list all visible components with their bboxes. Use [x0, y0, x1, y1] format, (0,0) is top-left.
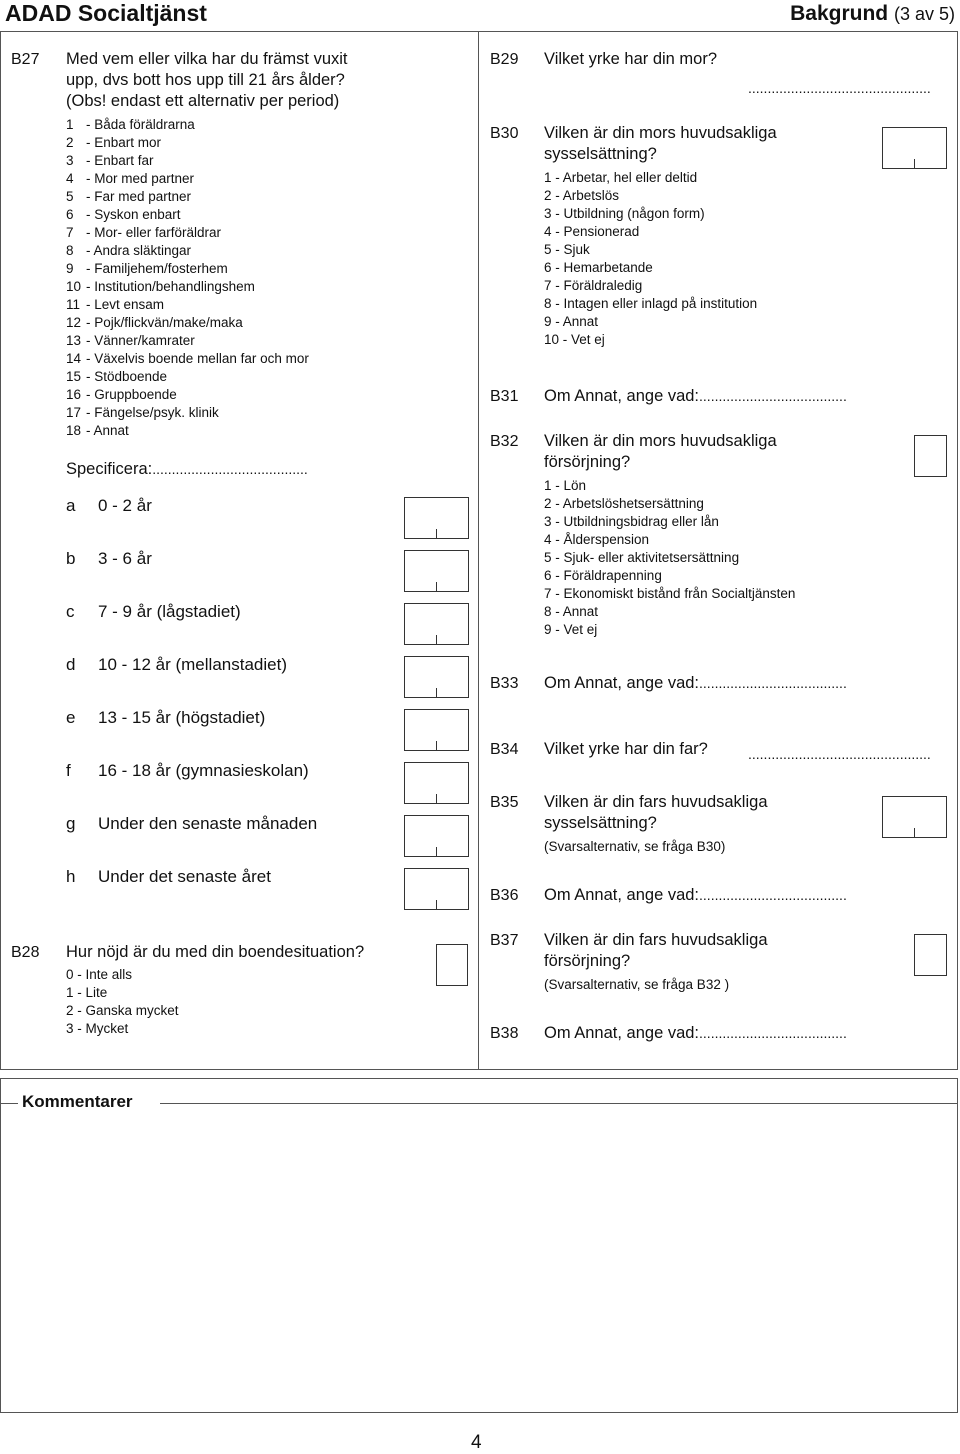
form-title: ADAD Socialtjänst	[5, 0, 207, 26]
question-number-b32: B32	[490, 433, 519, 450]
question-b33-label: Om Annat, ange vad:	[544, 674, 700, 692]
box-divider-tick	[436, 529, 437, 539]
box-divider-tick	[436, 847, 437, 857]
answer-line-b29[interactable]: ...............................................	[748, 80, 931, 96]
comments-title: Kommentarer	[18, 1092, 137, 1112]
question-number-b37: B37	[490, 932, 519, 949]
column-divider	[478, 31, 479, 1070]
question-number-b35: B35	[490, 794, 519, 811]
specify-label: Specificera:	[66, 460, 153, 478]
period-label-g: Under den senaste månaden	[98, 814, 318, 833]
question-number-b29: B29	[490, 51, 519, 68]
period-letter-b: b	[66, 549, 76, 568]
question-b37-line1: Vilken är din fars huvudsakliga	[544, 931, 768, 949]
answer-line-b36[interactable]: ......................................	[699, 887, 847, 903]
box-divider-tick	[436, 635, 437, 645]
period-letter-f: f	[66, 761, 71, 780]
option-item: 13 - Vänner/kamrater	[66, 333, 195, 348]
period-letter-g: g	[66, 814, 76, 833]
option-item: 10 - Institution/behandlingshem	[66, 279, 255, 294]
question-number-b34: B34	[490, 741, 519, 758]
option-item: 5 - Sjuk	[544, 242, 590, 257]
period-letter-e: e	[66, 708, 76, 727]
question-b33[interactable]	[544, 673, 847, 694]
answer-box-b37[interactable]	[914, 934, 947, 976]
option-item: 6 - Syskon enbart	[66, 207, 181, 222]
specify-line[interactable]	[66, 460, 308, 479]
box-divider-tick	[436, 582, 437, 592]
period-label-c: 7 - 9 år (lågstadiet)	[98, 602, 241, 621]
option-item: 4 - Pensionerad	[544, 224, 640, 239]
option-item: 16 - Gruppboende	[66, 387, 177, 402]
period-letter-c: c	[66, 602, 75, 621]
option-item: 3 - Utbildningsbidrag eller lån	[544, 514, 719, 529]
option-item: 8 - Annat	[544, 604, 599, 619]
question-b27-line3: (Obs! endast ett alternativ per period)	[66, 92, 340, 110]
question-b38-label: Om Annat, ange vad:	[544, 1024, 700, 1042]
option-item: 14 - Växelvis boende mellan far och mor	[66, 351, 309, 366]
option-item: 5 - Far med partner	[66, 189, 192, 204]
option-item: 7 - Mor- eller farföräldrar	[66, 225, 222, 240]
comments-rule-left	[0, 1103, 18, 1104]
option-item: 2 - Arbetslöshetsersättning	[544, 496, 704, 511]
option-item: 4 - Mor med partner	[66, 171, 195, 186]
question-number-b33: B33	[490, 675, 519, 692]
option-item: 7 - Föräldraledig	[544, 278, 643, 293]
answer-line-b31[interactable]: ......................................	[699, 388, 847, 404]
option-item: 1 - Båda föräldrarna	[66, 117, 195, 132]
specify-dots[interactable]: ........................................	[152, 461, 308, 477]
question-b31-label: Om Annat, ange vad:	[544, 387, 700, 405]
option-item: 9 - Familjehem/fosterhem	[66, 261, 228, 276]
question-number-b36: B36	[490, 887, 519, 904]
option-item: 1 - Lön	[544, 478, 587, 493]
option-item: 8 - Andra släktingar	[66, 243, 192, 258]
option-item: 3 - Mycket	[66, 1021, 129, 1036]
option-item: 18 - Annat	[66, 423, 129, 438]
question-b31[interactable]	[544, 386, 847, 407]
option-item: 9 - Annat	[544, 314, 599, 329]
comments-rule-right	[160, 1103, 958, 1104]
b28-options-list	[66, 966, 179, 1038]
question-number-b27: B27	[11, 51, 40, 68]
box-divider-tick	[436, 688, 437, 698]
option-item: 0 - Inte alls	[66, 967, 133, 982]
question-b35-line2: sysselsättning?	[544, 814, 657, 832]
period-label-f: 16 - 18 år (gymnasieskolan)	[98, 761, 309, 780]
b30-options-list	[544, 169, 757, 349]
question-b32-line1: Vilken är din mors huvudsakliga	[544, 432, 777, 450]
box-divider-tick	[436, 741, 437, 751]
answer-box-b32[interactable]	[914, 435, 947, 477]
option-item: 5 - Sjuk- eller aktivitetsersättning	[544, 550, 740, 565]
question-b32	[544, 431, 777, 473]
period-label-a: 0 - 2 år	[98, 496, 152, 515]
note-b35: (Svarsalternativ, se fråga B30)	[544, 839, 726, 854]
question-b27-line1: Med vem eller vilka har du främst vuxit	[66, 50, 348, 68]
answer-line-b34[interactable]: ...............................................	[748, 746, 931, 762]
answer-line-b33[interactable]: ......................................	[699, 675, 847, 691]
period-letter-h: h	[66, 867, 76, 886]
question-b37-line2: försörjning?	[544, 952, 631, 970]
option-item: 11 - Levt ensam	[66, 297, 165, 312]
question-b30	[544, 123, 777, 165]
period-label-b: 3 - 6 år	[98, 549, 152, 568]
option-item: 6 - Hemarbetande	[544, 260, 653, 275]
option-item: 8 - Intagen eller inlagd på institution	[544, 296, 758, 311]
option-item: 2 - Enbart mor	[66, 135, 162, 150]
comments-area[interactable]	[0, 1078, 958, 1413]
box-divider-tick	[436, 900, 437, 910]
question-b27	[66, 49, 348, 112]
option-item: 9 - Vet ej	[544, 622, 598, 637]
section-header	[790, 2, 955, 26]
question-b27-line2: upp, dvs bott hos upp till 21 års ålder?	[66, 71, 345, 89]
option-item: 7 - Ekonomiskt bistånd från Socialtjänsten	[544, 586, 796, 601]
option-item: 10 - Vet ej	[544, 332, 605, 347]
question-b35-line1: Vilken är din fars huvudsakliga	[544, 793, 768, 811]
option-item: 2 - Ganska mycket	[66, 1003, 179, 1018]
option-item: 1 - Lite	[66, 985, 108, 1000]
answer-box-b28[interactable]	[436, 944, 468, 986]
b27-options-list	[66, 116, 309, 440]
question-b38[interactable]	[544, 1023, 847, 1044]
option-item: 15 - Stödboende	[66, 369, 168, 384]
period-letter-d: d	[66, 655, 76, 674]
option-item: 3 - Enbart far	[66, 153, 154, 168]
period-label-d: 10 - 12 år (mellanstadiet)	[98, 655, 287, 674]
question-b29: Vilket yrke har din mor?	[544, 50, 718, 68]
b32-options-list	[544, 477, 795, 639]
question-b36[interactable]	[544, 885, 847, 906]
box-divider-tick	[914, 828, 915, 838]
question-b35	[544, 792, 768, 834]
answer-line-b38[interactable]: ......................................	[699, 1025, 847, 1041]
question-b32-line2: försörjning?	[544, 453, 631, 471]
section-title: Bakgrund	[790, 2, 889, 25]
page-number: 4	[471, 1432, 482, 1453]
question-b30-line2: sysselsättning?	[544, 145, 657, 163]
question-b34: Vilket yrke har din far?	[544, 740, 708, 758]
period-label-e: 13 - 15 år (högstadiet)	[98, 708, 266, 727]
question-number-b38: B38	[490, 1025, 519, 1042]
option-item: 1 - Arbetar, hel eller deltid	[544, 170, 698, 185]
box-divider-tick	[436, 794, 437, 804]
question-b36-label: Om Annat, ange vad:	[544, 886, 700, 904]
option-item: 2 - Arbetslös	[544, 188, 620, 203]
box-divider-tick	[914, 159, 915, 169]
option-item: 12 - Pojk/flickvän/make/maka	[66, 315, 243, 330]
section-page-count: (3 av 5)	[893, 4, 955, 24]
note-b37: (Svarsalternativ, se fråga B32 )	[544, 977, 730, 992]
option-item: 17 - Fängelse/psyk. klinik	[66, 405, 219, 420]
option-item: 4 - Ålderspension	[544, 532, 650, 547]
question-number-b30: B30	[490, 125, 519, 142]
question-number-b31: B31	[490, 388, 519, 405]
question-number-b28: B28	[11, 944, 40, 961]
option-item: 3 - Utbildning (någon form)	[544, 206, 705, 221]
period-label-h: Under det senaste året	[98, 867, 271, 886]
question-b28: Hur nöjd är du med din boendesituation?	[66, 943, 365, 961]
question-b37	[544, 930, 768, 972]
period-letter-a: a	[66, 496, 76, 515]
question-b30-line1: Vilken är din mors huvudsakliga	[544, 124, 777, 142]
option-item: 6 - Föräldrapenning	[544, 568, 662, 583]
